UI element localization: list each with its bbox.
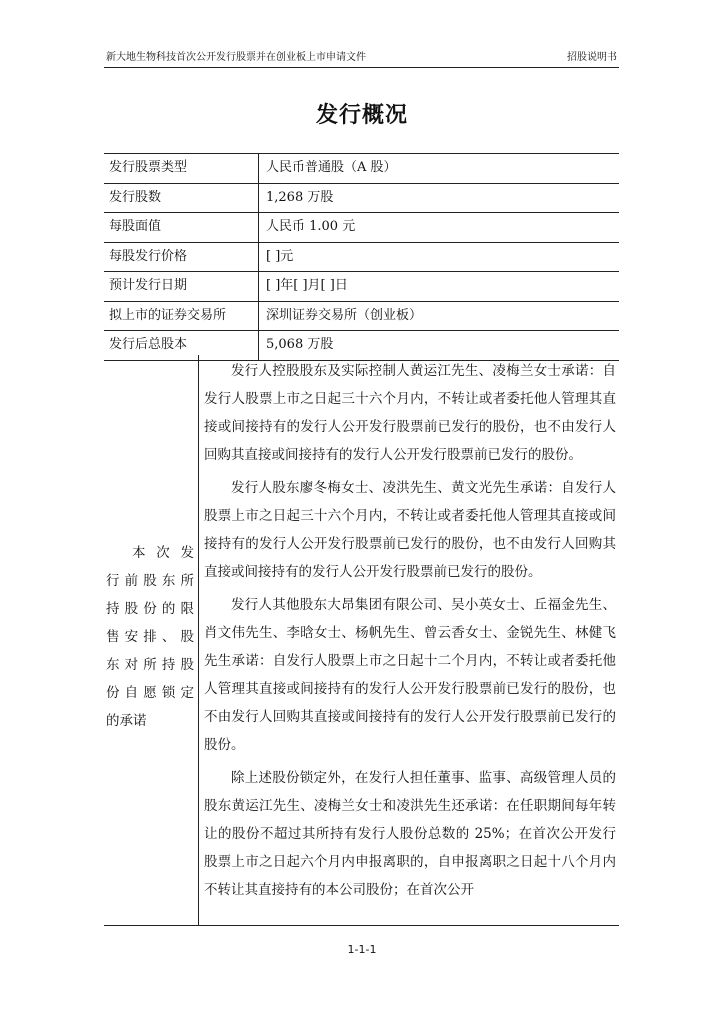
- document-type: 招股说明书: [567, 52, 617, 63]
- row-label: 每股发行价格: [104, 243, 259, 272]
- table-row: [104, 272, 619, 302]
- commitment-paragraph: 发行人控股股东及实际控制人黄运江先生、凌梅兰女士承诺：自发行人股票上市之日起三十六个月内，不转让或者委托他人管理其直接或间接持有的发行人公开发行股票前已发行的股份，也不由发行人回购其直接或间接持有的发行人公开发行股票前已发行的股份。: [204, 363, 616, 463]
- row-value: 人民币普通股（A 股）: [266, 160, 397, 175]
- row-label: 每股面值: [104, 213, 259, 242]
- offering-overview-table: [104, 153, 619, 361]
- row-value: 深圳证券交易所（创业板）: [266, 307, 423, 323]
- lockup-label-line: 的承诺: [106, 713, 147, 729]
- row-label: 拟上市的证券交易所: [104, 302, 259, 331]
- table-row: [104, 184, 619, 214]
- row-value: 人民币 1.00 元: [266, 219, 356, 234]
- lockup-label-line: 售安排、股: [106, 629, 194, 645]
- page-header: [104, 50, 619, 68]
- lockup-commitments: [204, 357, 616, 909]
- lockup-label-line: 份自愿锁定: [106, 685, 194, 701]
- table-row: [104, 154, 619, 184]
- table-row: [104, 302, 619, 332]
- commitment-paragraph: 除上述股份锁定外，在发行人担任董事、监事、高级管理人员的股东黄运江先生、凌梅兰女士和凌洪先生还承诺：在任职期间每年转让的股份不超过其所持有发行人股份总数的 25%；在首次公开发行股票上市之日起六个月内申报离职的，自申报离职之日起十八个月内不转让其直接持有的本公司股份；在首次公开: [204, 770, 616, 898]
- row-label: 发行股数: [104, 184, 259, 213]
- page-number: 1-1-1: [347, 943, 377, 956]
- row-value: [ ]年[ ]月[ ]日: [266, 278, 348, 293]
- lockup-label: [106, 539, 194, 735]
- lockup-label-line: 行前股东所: [106, 573, 194, 589]
- commitment-paragraph: 发行人其他股东大昂集团有限公司、吴小英女士、丘福金先生、肖文伟先生、李晗女士、杨帆先生、曾云香女士、金锐先生、林健飞先生承诺：自发行人股票上市之日起十二个月内，不转让或者委托他人管理其直接或间接持有的发行人公开发行股票前已发行的股份，也不由发行人回购其直接或间接持有的发行人公开发行股票前已发行的股份。: [204, 597, 616, 753]
- row-value: 5,068 万股: [266, 337, 334, 352]
- row-value: 1,268 万股: [266, 189, 334, 205]
- column-divider: [198, 355, 199, 925]
- commitment-paragraph: 发行人股东廖冬梅女士、凌洪先生、黄文光先生承诺：自发行人股票上市之日起三十六个月内，不转让或者委托他人管理其直接或间接持有的发行人公开发行股票前已发行的股份，也不由发行人回购其直接或间接持有的发行人公开发行股票前已发行的股份。: [204, 480, 616, 580]
- table-row: [104, 243, 619, 273]
- row-value: [ ]元: [266, 248, 294, 264]
- lockup-commitment-section: [104, 355, 619, 926]
- page-title: 发行概况: [315, 103, 408, 128]
- lockup-label-line: 持股份的限: [106, 601, 194, 617]
- row-label: 发行后总股本: [104, 331, 259, 360]
- table-row: [104, 213, 619, 243]
- row-label: 预计发行日期: [104, 272, 259, 301]
- document-name: 新大地生物科技首次公开发行股票并在创业板上市申请文件: [106, 52, 366, 63]
- lockup-label-line: 本次发: [132, 545, 194, 561]
- lockup-label-line: 东对所持股: [106, 657, 194, 673]
- row-label: 发行股票类型: [104, 154, 259, 183]
